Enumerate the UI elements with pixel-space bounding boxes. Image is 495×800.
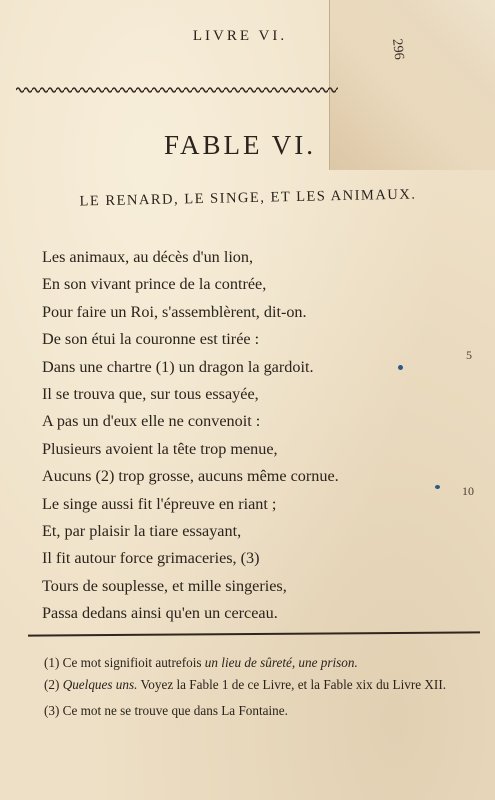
footnote-rule [28, 631, 480, 636]
verse-line: En son vivant prince de la contrée, [42, 275, 267, 294]
verse-line: Plusieurs avoient la tête trop menue, [42, 439, 278, 458]
verse-line: Aucuns (2) trop grosse, aucuns même cornue. [42, 467, 339, 486]
footnotes [44, 652, 484, 722]
page-number: 296 [389, 38, 407, 61]
verse-list [42, 244, 442, 627]
footnote-2-number: (2) [44, 677, 63, 692]
line-number-10: 10 [462, 484, 474, 498]
footnote-2-text: Voyez la Fable 1 de ce Livre, et la Fable xix du Livre XII. [137, 677, 447, 692]
verse-line: A pas un d'eux elle ne convenoit : [42, 412, 261, 431]
footnote-2-italic: Quelques uns. [62, 677, 138, 692]
footnote-2 [44, 674, 484, 695]
verse-line: Pour faire un Roi, s'assemblèrent, dit-on. [42, 302, 307, 321]
verse-line: Il se trouva que, sur tous essayée, [42, 384, 259, 403]
verse-line: Dans une chartre (1) un dragon la gardoit. [42, 357, 314, 376]
verse-line: Passa dedans ainsi qu'en un cerceau. [42, 604, 278, 623]
line-number-5: 5 [466, 348, 472, 362]
ink-spot [398, 365, 403, 370]
footnote-1-text: (1) Ce mot signifioit autrefois [44, 655, 205, 670]
footnote-1 [44, 652, 484, 673]
verse-line: Il fit autour force grimaceries, (3) [42, 549, 260, 568]
verse-line: Les animaux, au décès d'un lion, [42, 248, 254, 266]
footnote-3: (3) Ce mot ne se trouve que dans La Fontaine. [44, 703, 288, 718]
fable-subtitle: LE RENARD, LE SINGE, ET LES ANIMAUX. [79, 186, 417, 210]
verse-line: Tours de souplesse, et mille singeries, [42, 576, 287, 595]
verse-line: Le singe aussi fit l'épreuve en riant ; [42, 494, 277, 513]
footnote-1-italic: un lieu de sûreté, une prison. [204, 655, 358, 670]
running-title: LIVRE VI. [192, 28, 288, 44]
fable-title: FABLE VI. [163, 130, 316, 160]
ink-spot [435, 485, 440, 489]
verse-line: De son étui la couronne est tirée : [42, 330, 260, 349]
verse-line: Et, par plaisir la tiare essayant, [42, 521, 242, 540]
ornamental-rule [16, 86, 338, 93]
